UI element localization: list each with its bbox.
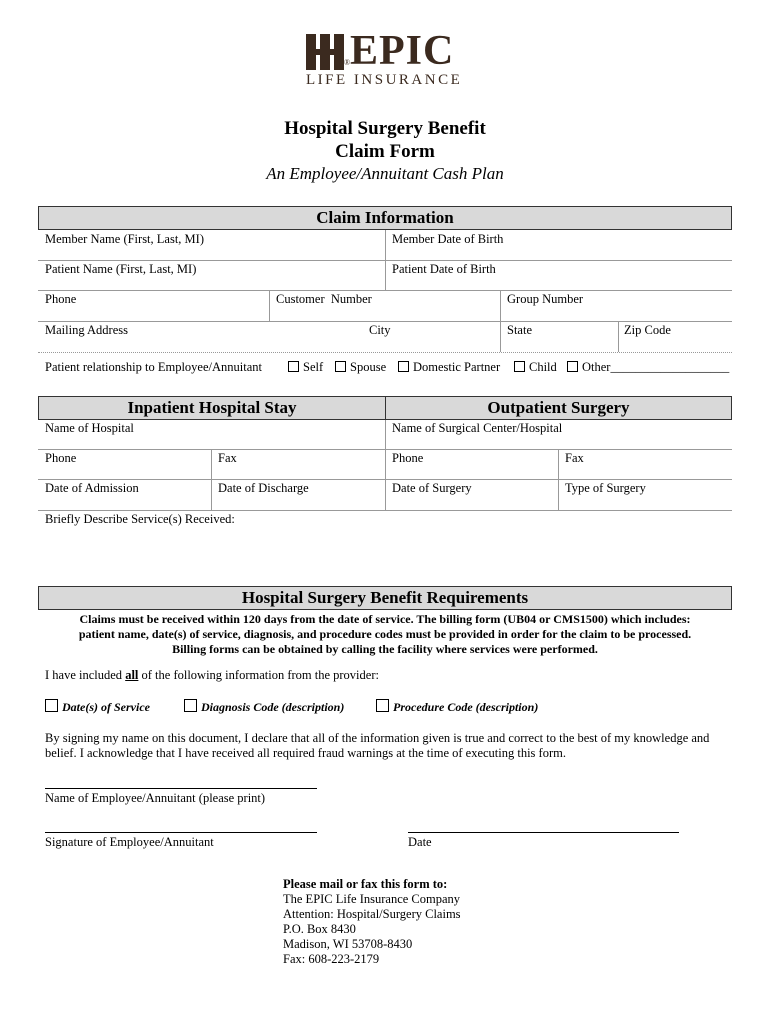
checkbox-icon bbox=[567, 361, 578, 372]
patient-name-field[interactable]: Patient Name (First, Last, MI) bbox=[45, 262, 197, 276]
mailing-address-field[interactable]: Mailing Address bbox=[45, 323, 128, 337]
inpatient-phone-field[interactable]: Phone bbox=[45, 451, 77, 465]
requirements-line1: Claims must be received within 120 days from the date of service. The billing form (UB04 or CMS1500) which includes: bbox=[79, 612, 691, 626]
checkbox-icon bbox=[398, 361, 409, 372]
declaration-line2: belief. I acknowledge that I have received all required fraud warnings at the time of executing this form. bbox=[45, 746, 566, 760]
services-received-field[interactable]: Briefly Describe Service(s) Received: bbox=[45, 512, 235, 526]
mail-po-box: P.O. Box 8430 bbox=[283, 922, 356, 936]
date-surgery-field[interactable]: Date of Surgery bbox=[392, 481, 472, 495]
mail-info bbox=[283, 877, 461, 967]
included-statement: I have included all of the following information from the provider: bbox=[45, 668, 379, 682]
requirements-line3: Billing forms can be obtained by calling the facility where services were performed. bbox=[172, 642, 598, 656]
dates-of-service-checkbox[interactable]: Date(s) of Service bbox=[45, 699, 150, 715]
hospital-name-field[interactable]: Name of Hospital bbox=[45, 421, 134, 435]
registered-mark: ® bbox=[344, 58, 351, 67]
outpatient-heading: Outpatient Surgery bbox=[385, 396, 732, 420]
mail-company: The EPIC Life Insurance Company bbox=[283, 892, 461, 906]
date-line[interactable] bbox=[408, 832, 679, 833]
date-admission-field[interactable]: Date of Admission bbox=[45, 481, 139, 495]
checkbox-icon bbox=[45, 699, 58, 712]
phone-field[interactable]: Phone bbox=[45, 292, 77, 306]
date-label: Date bbox=[408, 835, 432, 849]
outpatient-phone-field[interactable]: Phone bbox=[392, 451, 424, 465]
inpatient-fax-field[interactable]: Fax bbox=[218, 451, 237, 465]
checkbox-icon bbox=[184, 699, 197, 712]
checkbox-icon bbox=[335, 361, 346, 372]
checkbox-icon bbox=[514, 361, 525, 372]
rel-spouse-checkbox[interactable]: Spouse bbox=[335, 360, 386, 375]
logo-brand: EPIC bbox=[350, 28, 455, 74]
patient-dob-field[interactable]: Patient Date of Birth bbox=[392, 262, 496, 276]
rel-domestic-checkbox[interactable]: Domestic Partner bbox=[398, 360, 500, 375]
requirements-line2: patient name, date(s) of service, diagnosis, and procedure codes must be provided in order for the claim to be processed. bbox=[78, 627, 692, 641]
zip-code-field[interactable]: Zip Code bbox=[624, 323, 671, 337]
outpatient-fax-field[interactable]: Fax bbox=[565, 451, 584, 465]
date-discharge-field[interactable]: Date of Discharge bbox=[218, 481, 309, 495]
city-field[interactable]: City bbox=[369, 323, 391, 337]
checkbox-icon bbox=[376, 699, 389, 712]
mail-heading: Please mail or fax this form to: bbox=[283, 877, 448, 891]
diagnosis-code-checkbox[interactable]: Diagnosis Code (description) bbox=[184, 699, 344, 715]
name-print-line[interactable] bbox=[45, 788, 317, 789]
checkbox-icon bbox=[288, 361, 299, 372]
declaration-line1: By signing my name on this document, I declare that all of the information given is true and correct to the best of my knowledge and bbox=[45, 731, 710, 745]
mail-fax: Fax: 608-223-2179 bbox=[283, 952, 380, 966]
logo-subtitle: LIFE INSURANCE bbox=[306, 72, 463, 88]
name-print-label: Name of Employee/Annuitant (please print) bbox=[45, 791, 266, 805]
mail-attention: Attention: Hospital/Surgery Claims bbox=[283, 907, 461, 921]
rel-other-line[interactable]: ___________________ bbox=[610, 360, 730, 374]
group-number-field[interactable]: Group Number bbox=[507, 292, 584, 306]
page-title: Hospital Surgery Benefit bbox=[284, 118, 486, 139]
claim-info-heading: Claim Information bbox=[38, 206, 732, 230]
type-surgery-field[interactable]: Type of Surgery bbox=[565, 481, 646, 495]
rel-child-checkbox[interactable]: Child bbox=[514, 360, 557, 375]
requirements-heading: Hospital Surgery Benefit Requirements bbox=[38, 586, 732, 610]
page-title-line2: Claim Form bbox=[335, 141, 435, 162]
inpatient-heading: Inpatient Hospital Stay bbox=[38, 396, 386, 420]
customer-number-field[interactable]: Customer Number bbox=[276, 292, 372, 306]
procedure-code-checkbox[interactable]: Procedure Code (description) bbox=[376, 699, 538, 715]
page-subtitle: An Employee/Annuitant Cash Plan bbox=[266, 164, 504, 183]
rel-self-checkbox[interactable]: Self bbox=[288, 360, 323, 375]
rel-other-checkbox[interactable]: Other___________________ bbox=[567, 360, 729, 375]
signature-line[interactable] bbox=[45, 832, 317, 833]
signature-label: Signature of Employee/Annuitant bbox=[45, 835, 214, 849]
relationship-label: Patient relationship to Employee/Annuitant bbox=[45, 360, 262, 374]
surgical-center-field[interactable]: Name of Surgical Center/Hospital bbox=[392, 421, 563, 435]
member-dob-field[interactable]: Member Date of Birth bbox=[392, 232, 504, 246]
mail-city: Madison, WI 53708-8430 bbox=[283, 937, 413, 951]
state-field[interactable]: State bbox=[507, 323, 532, 337]
member-name-field[interactable]: Member Name (First, Last, MI) bbox=[45, 232, 204, 246]
